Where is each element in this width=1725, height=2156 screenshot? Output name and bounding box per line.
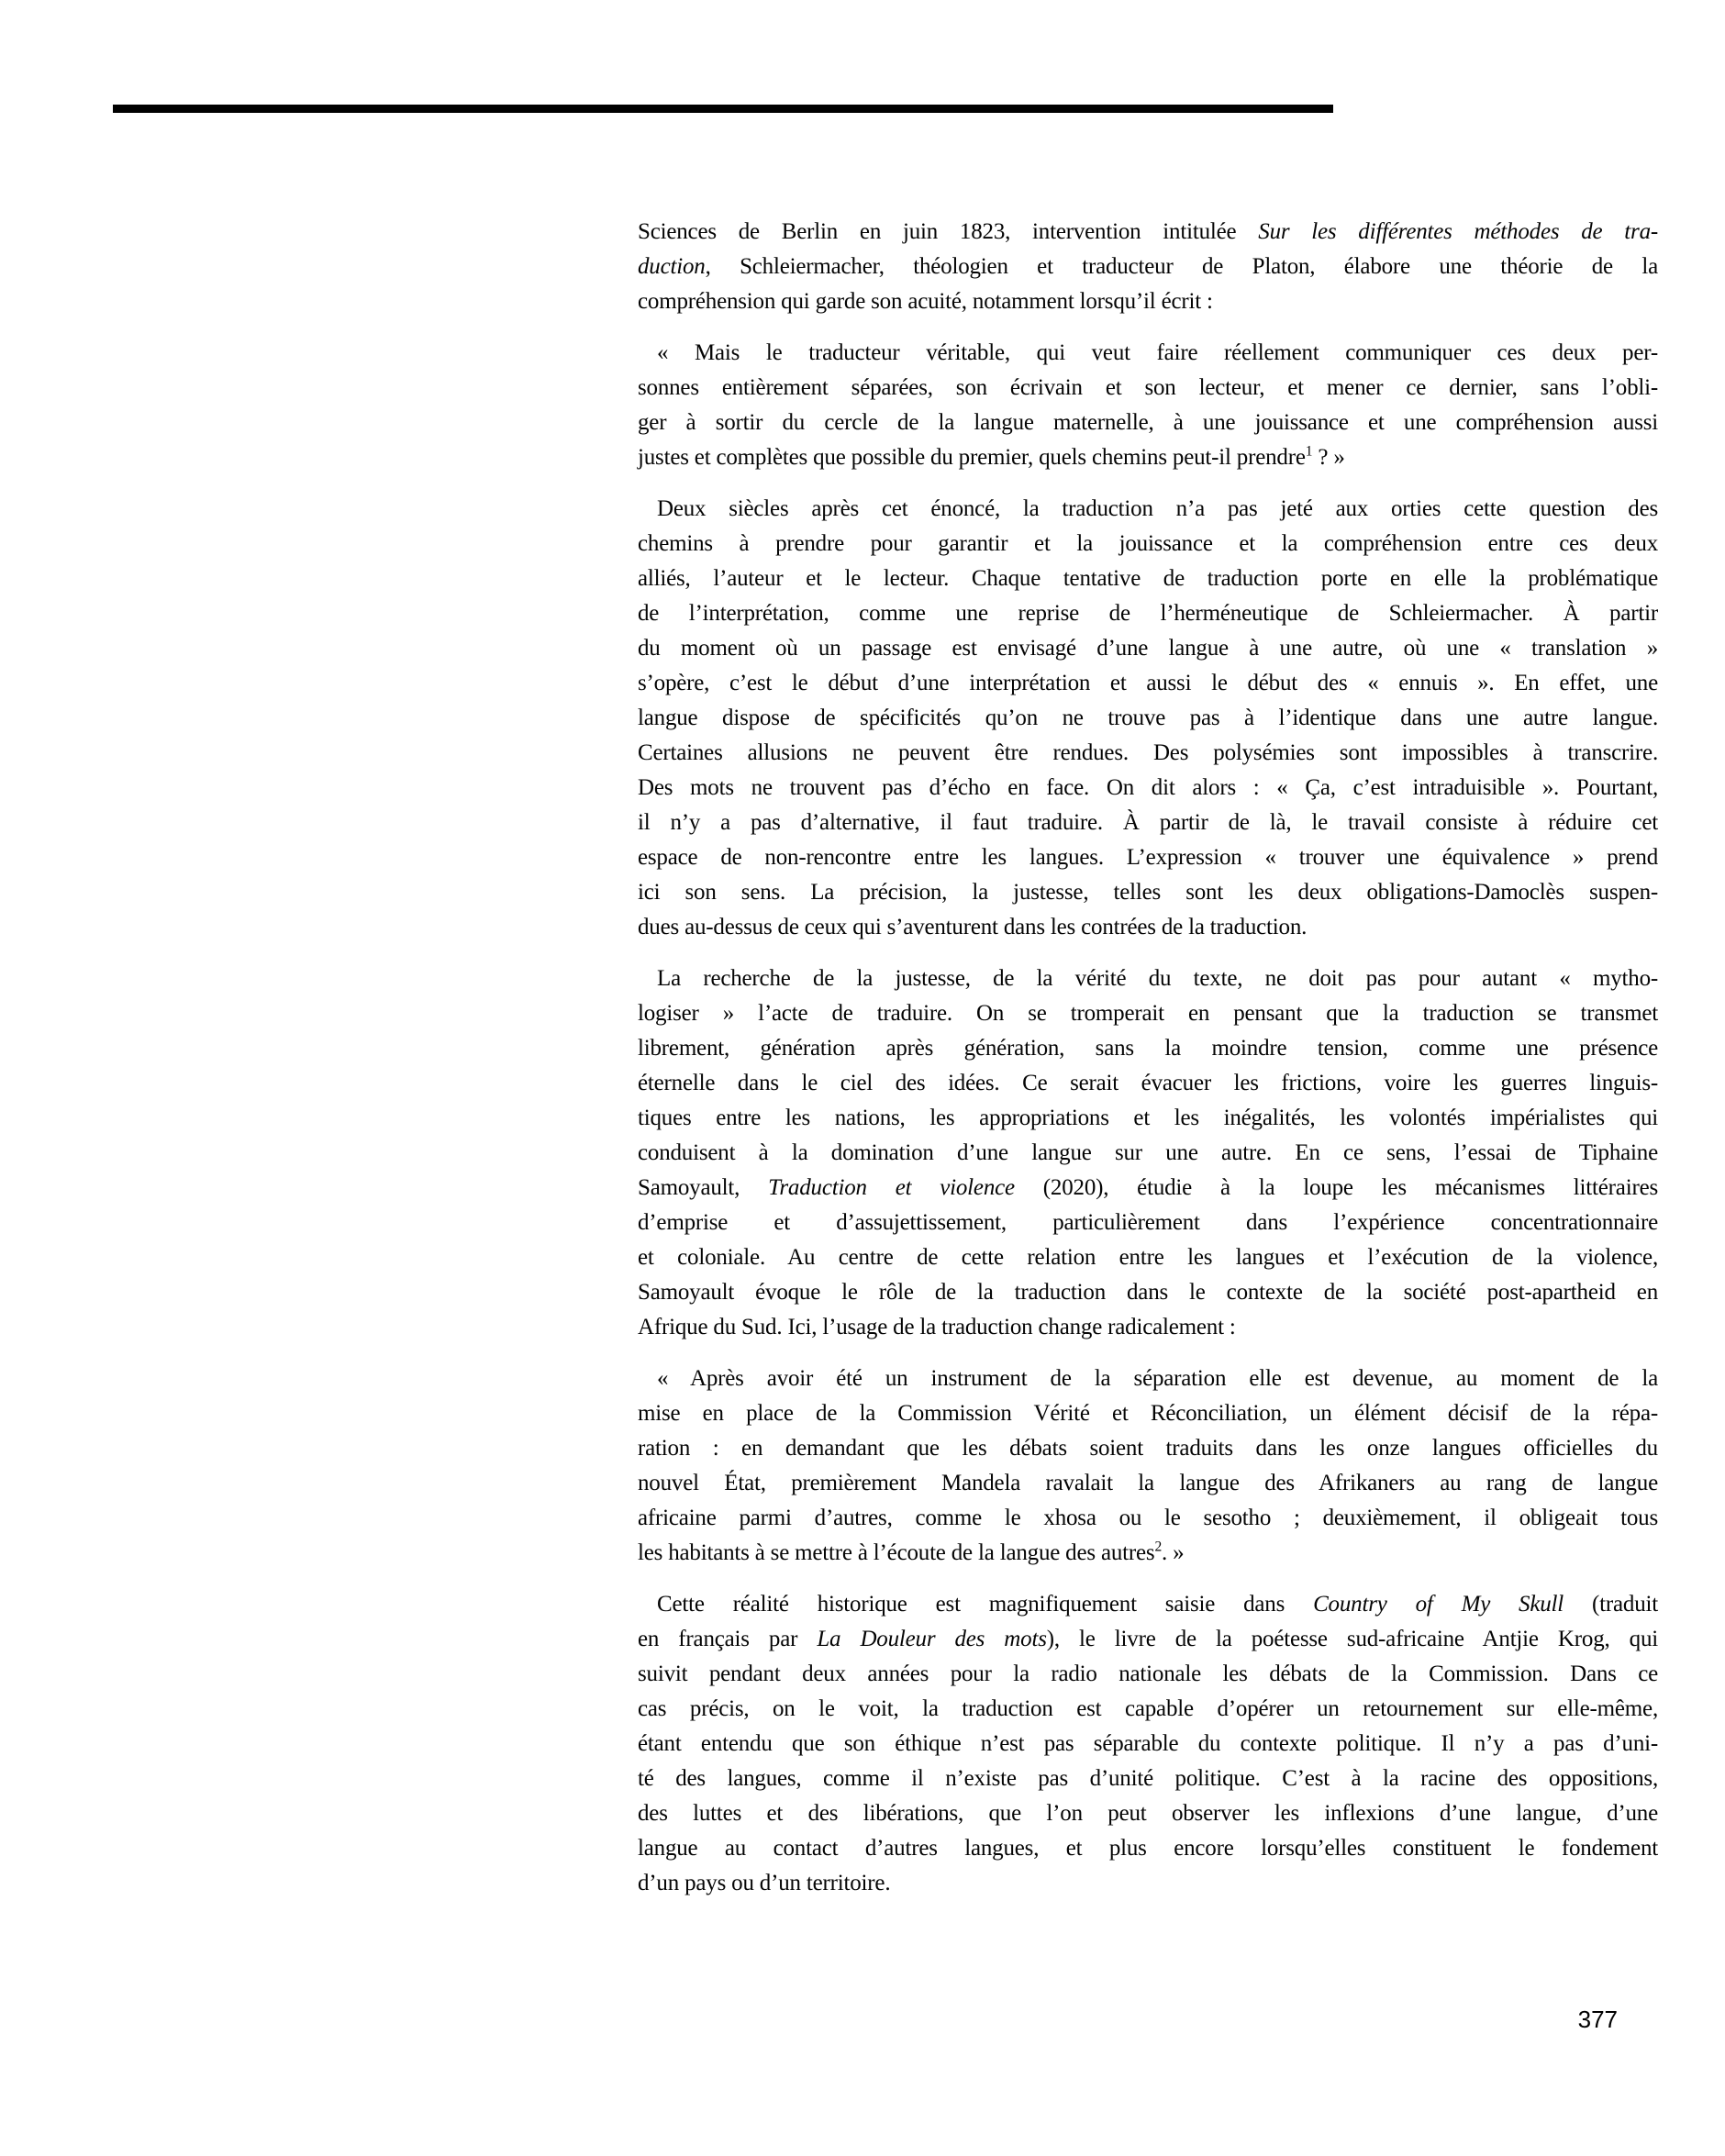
paragraph — [638, 492, 1658, 945]
paragraph — [638, 215, 1658, 319]
text-line: s’opère, c’est le début d’une interprétation et aussi le début des « ennuis ». En effet, une — [638, 671, 1658, 695]
paragraph — [638, 1587, 1658, 1901]
text-line: « Après avoir été un instrument de la séparation elle est devenue, au moment de la — [657, 1366, 1658, 1391]
text-line: africaine parmi d’autres, comme le xhosa ou le sesotho ; deuxièmement, il obligeait tous — [638, 1506, 1658, 1530]
text-line: ration : en demandant que les débats soient traduits dans les onze langues officielles du — [638, 1436, 1658, 1461]
text-line: chemins à prendre pour garantir et la jouissance et la compréhension entre ces deux — [638, 531, 1658, 556]
text-line: La recherche de la justesse, de la vérité du texte, ne doit pas pour autant « mytho- — [657, 966, 1658, 991]
block-quote — [638, 1361, 1658, 1571]
text-line: duction, Schleiermacher, théologien et traducteur de Platon, élabore une théorie de la — [638, 254, 1658, 279]
text-line: Des mots ne trouvent pas d’écho en face. On dit alors : « Ça, c’est intraduisible ». Pourtant, — [638, 775, 1658, 800]
text-line: éternelle dans le ciel des idées. Ce serait évacuer les frictions, voire les guerres linguis- — [638, 1071, 1658, 1095]
text-line: de l’interprétation, comme une reprise de l’herméneutique de Schleiermacher. À partir — [638, 601, 1658, 626]
text-line: et coloniale. Au centre de cette relation entre les langues et l’exécution de la violence, — [638, 1245, 1658, 1270]
text-line: d’un pays ou d’un territoire. — [638, 1871, 891, 1895]
text-line: ger à sortir du cercle de la langue maternelle, à une jouissance et une compréhension aussi — [638, 410, 1658, 435]
text-line: langue au contact d’autres langues, et plus encore lorsqu’elles constituent le fondement — [638, 1836, 1658, 1861]
text-line: Samoyault, Traduction et violence (2020), étudie à la loupe les mécanismes littéraires — [638, 1175, 1658, 1200]
paragraph — [638, 961, 1658, 1345]
text-line: étant entendu que son éthique n’est pas séparable du contexte politique. Il n’y a pas d’uni- — [638, 1731, 1658, 1756]
text-line: librement, génération après génération, sans la moindre tension, comme une présence — [638, 1036, 1658, 1061]
text-line: espace de non-rencontre entre les langues. L’expression « trouver une équivalence » prend — [638, 845, 1658, 870]
text-line: des luttes et des libérations, que l’on peut observer les inflexions d’une langue, d’une — [638, 1801, 1658, 1826]
text-line: langue dispose de spécificités qu’on ne trouve pas à l’identique dans une autre langue. — [638, 706, 1658, 730]
text-line: Samoyault évoque le rôle de la traduction dans le contexte de la société post-apartheid en — [638, 1280, 1658, 1305]
text-line: du moment où un passage est envisagé d’une langue à une autre, où une « translation » — [638, 636, 1658, 661]
text-line: en français par La Douleur des mots), le livre de la poétesse sud-africaine Antjie Krog, qui — [638, 1627, 1659, 1651]
text-line: Sciences de Berlin en juin 1823, intervention intitulée Sur les différentes méthodes de tra- — [638, 219, 1658, 244]
text-line: té des langues, comme il n’existe pas d’unité politique. C’est à la racine des oppositions, — [638, 1766, 1658, 1791]
text-line: les habitants à se mettre à l’écoute de la langue des autres$^2$. » — [638, 1539, 1185, 1565]
text-line: dues au-dessus de ceux qui s’aventurent dans les contrées de la traduction. — [638, 915, 1308, 939]
text-block — [638, 215, 1658, 1901]
text-line: « Mais le traducteur véritable, qui veut faire réellement communiquer ces deux per- — [657, 340, 1658, 365]
text-line: alliés, l’auteur et le lecteur. Chaque tentative de traduction porte en elle la problématique — [638, 566, 1658, 591]
header-rule — [113, 105, 1333, 113]
text-line: Afrique du Sud. Ici, l’usage de la traduction change radicalement : — [638, 1315, 1236, 1339]
page-number: 377 — [1577, 2006, 1618, 2033]
text-line: Deux siècles après cet énoncé, la traduction n’a pas jeté aux orties cette question des — [657, 496, 1658, 521]
text-line: sonnes entièrement séparées, son écrivain et son lecteur, et mener ce dernier, sans l’obli- — [638, 375, 1658, 400]
text-line: Cette réalité historique est magnifiquement saisie dans Country of My Skull (traduit — [657, 1592, 1658, 1617]
text-line: nouvel État, premièrement Mandela ravalait la langue des Afrikaners au rang de langue — [638, 1471, 1658, 1495]
text-line: d’emprise et d’assujettissement, particulièrement dans l’expérience concentrationnaire — [638, 1210, 1658, 1235]
text-line: Certaines allusions ne peuvent être rendues. Des polysémies sont impossibles à transcrire. — [638, 740, 1658, 765]
text-line: ici son sens. La précision, la justesse, telles sont les deux obligations-Damoclès suspen- — [638, 880, 1658, 905]
block-quote — [638, 336, 1658, 475]
text-line: conduisent à la domination d’une langue sur une autre. En ce sens, l’essai de Tiphaine — [638, 1140, 1658, 1165]
text-line: tiques entre les nations, les appropriations et les inégalités, les volontés impérialistes qui — [638, 1106, 1658, 1130]
text-line: compréhension qui garde son acuité, notamment lorsqu’il écrit : — [638, 289, 1213, 314]
text-line: logiser » l’acte de traduire. On se tromperait en pensant que la traduction se transmet — [638, 1001, 1658, 1026]
text-line: il n’y a pas d’alternative, il faut traduire. À partir de là, le travail consiste à réduire cet — [638, 810, 1658, 835]
text-line: cas précis, on le voit, la traduction est capable d’opérer un retournement sur elle-même, — [638, 1696, 1658, 1721]
text-line: mise en place de la Commission Vérité et Réconciliation, un élément décisif de la répa- — [638, 1401, 1658, 1426]
text-line: suivit pendant deux années pour la radio nationale les débats de la Commission. Dans ce — [638, 1661, 1658, 1686]
text-line: justes et complètes que possible du premier, quels chemins peut-il prendre$^1$ ? » — [638, 443, 1345, 470]
